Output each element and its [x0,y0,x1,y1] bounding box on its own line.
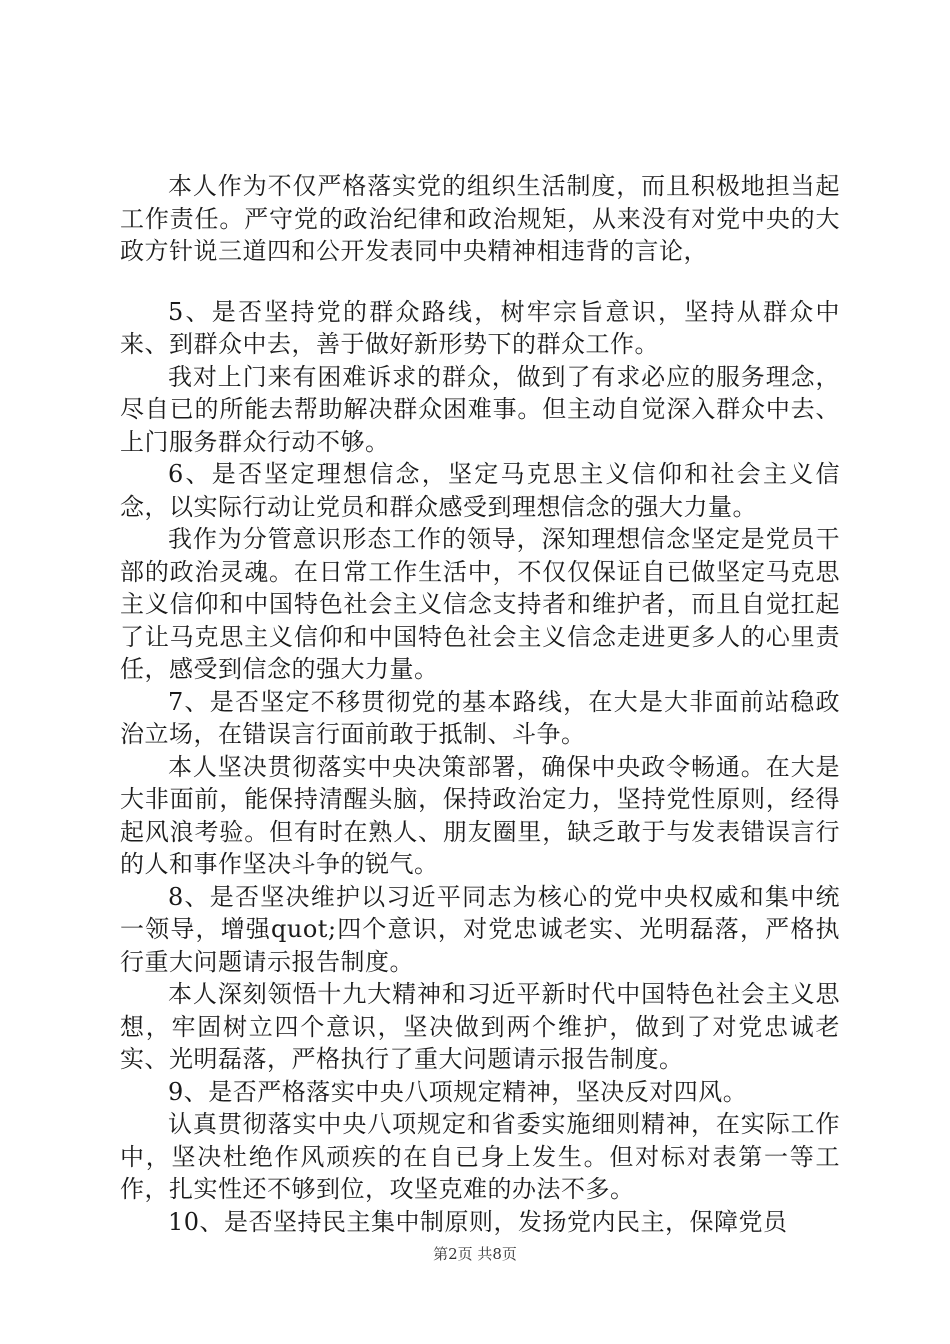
question-10-democratic-centralism: 10、是否坚持民主集中制原则，发扬党内民主，保障党员 [168,1207,788,1236]
answer-8-central-authority: 本人深刻领悟十九大精神和习近平新时代中国特色社会主义思想，牢固树立四个意识，坚决做到两个维护，做到了对党忠诚老实、光明磊落，严格执行了重大问题请示报告制度。 [120,980,840,1073]
question-9-eight-regulations: 9、是否严格落实中央八项规定精神，坚决反对四风。 [168,1077,748,1106]
answer-6-ideals-beliefs: 我作为分管意识形态工作的领导，深知理想信念坚定是党员干部的政治灵魂。在日常工作生活中，不仅仅保证自已做坚定马克思主义信仰和中国特色社会主义信念支持者和维护者，而且自觉扛起了让马克思主义信仰和中国特色社会主义信念走进更多人的心里责任，感受到信念的强大力量。 [120,525,840,683]
question-7-basic-line: 7、是否坚定不移贯彻党的基本路线，在大是大非面前站稳政治立场，在错误言行面前敢于抵制、斗争。 [120,687,840,748]
answer-9-eight-regulations: 认真贯彻落实中央八项规定和省委实施细则精神，在实际工作中，坚决杜绝作风顽疾的在自已身上发生。但对标对表第一等工作，扎实性还不够到位，攻坚克难的办法不多。 [120,1110,840,1203]
page-number-footer: 第2页 共8页 [433,1245,517,1263]
answer-5-mass-line: 我对上门来有困难诉求的群众，做到了有求必应的服务理念，尽自已的所能去帮助解决群众困难事。但主动自觉深入群众中去、上门服务群众行动不够。 [120,362,840,456]
document-body [120,170,840,1238]
question-6-ideals-beliefs: 6、是否坚定理想信念，坚定马克思主义信仰和社会主义信念，以实际行动让党员和群众感受到理想信念的强大力量。 [120,460,840,521]
paragraph-organizational-life: 本人作为不仅严格落实党的组织生活制度，而且积极地担当起工作责任。严守党的政治纪律和政治规矩，从来没有对党中央的大政方针说三道四和公开发表同中央精神相违背的言论， [120,172,840,265]
question-5-mass-line: 5、是否坚持党的群众路线，树牢宗旨意识，坚持从群众中来、到群众中去，善于做好新形势下的群众工作。 [120,297,840,358]
question-8-central-authority: 8、是否坚决维护以习近平同志为核心的党中央权威和集中统一领导，增强quot;四个意识，对党忠诚老实、光明磊落，严格执行重大问题请示报告制度。 [120,882,840,976]
answer-7-basic-line: 本人坚决贯彻落实中央决策部署，确保中央政令畅通。在大是大非面前，能保持清醒头脑，保持政治定力，坚持党性原则，经得起风浪考验。但有时在熟人、朋友圈里，缺乏敢于与发表错误言行的人和事作坚决斗争的锐气。 [120,752,840,878]
